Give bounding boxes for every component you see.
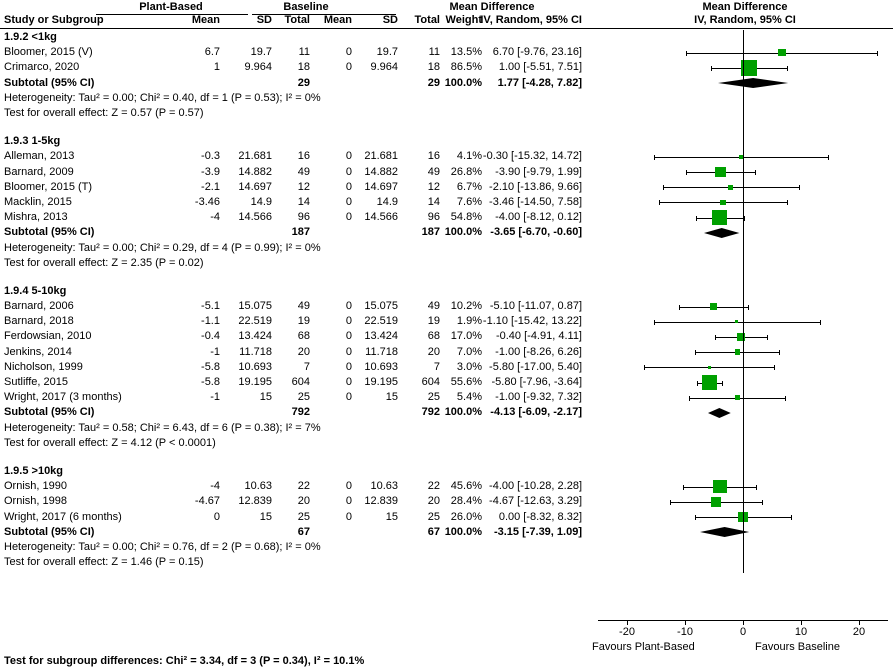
cell-mean1: -4.67	[194, 495, 220, 508]
ci-cap	[696, 216, 697, 221]
col-weight: Weight	[445, 14, 482, 26]
cell-total2: 14	[427, 195, 440, 208]
subtotal-row: Subtotal (95% CI)	[4, 406, 95, 419]
header-group-mean-difference-plot: Mean Difference	[702, 1, 788, 13]
cell-sd2: 22.519	[364, 315, 398, 328]
cell-total1: 20	[297, 495, 310, 508]
axis-tick-label: 10	[794, 626, 808, 638]
cell-sd1: 10.693	[238, 360, 272, 373]
effect-marker	[720, 200, 726, 206]
subgroup-heading: 1.9.2 <1kg	[4, 31, 57, 43]
cell-sd1: 19.195	[238, 376, 272, 389]
table-row: Crimarco, 2020	[4, 61, 80, 74]
cell-sd1: 14.882	[238, 165, 272, 178]
axis-tick	[743, 620, 744, 625]
ci-cap	[683, 485, 684, 490]
cell-mean2: 0	[345, 315, 352, 328]
ci-cap	[791, 515, 792, 520]
col-mean-2: Mean	[323, 14, 352, 26]
cell-mean2: 0	[345, 165, 352, 178]
cell-md_text: -1.00 [-9.32, 7.32]	[495, 391, 582, 404]
cell-total2: 7	[433, 360, 440, 373]
cell-md_text: -4.67 [-12.63, 3.29]	[489, 495, 582, 508]
cell-mean2: 0	[345, 391, 352, 404]
heterogeneity-line: Heterogeneity: Tau² = 0.58; Chi² = 6.43, df = 6 (P = 0.38); I² = 7%	[4, 421, 321, 434]
table-row: Mishra, 2013	[4, 211, 68, 224]
cell-mean1: -0.4	[201, 330, 220, 343]
subtotal-weight: 100.0%	[444, 76, 482, 89]
col-total-2: Total	[414, 14, 440, 26]
cell-sd1: 14.697	[238, 180, 272, 193]
table-row: Barnard, 2018	[4, 315, 74, 328]
ci-cap	[779, 350, 780, 355]
cell-sd1: 13.424	[238, 330, 272, 343]
subtotal-total1: 187	[291, 226, 310, 239]
axis-tick	[685, 620, 686, 625]
cell-total2: 49	[427, 300, 440, 313]
cell-total1: 25	[297, 510, 310, 523]
table-row: Bloomer, 2015 (V)	[4, 46, 93, 59]
col-sd-1: SD	[256, 14, 272, 26]
subtotal-total1: 67	[297, 525, 310, 538]
subtotal-total2: 67	[427, 525, 440, 538]
table-row: Ornish, 1990	[4, 480, 67, 493]
overall-effect-line: Test for overall effect: Z = 2.35 (P = 0.02)	[4, 256, 204, 269]
cell-md_text: -0.40 [-4.91, 4.11]	[495, 330, 582, 343]
cell-total1: 68	[297, 330, 310, 343]
cell-total1: 22	[297, 480, 310, 493]
cell-mean1: -1	[210, 391, 220, 404]
cell-total1: 14	[297, 195, 310, 208]
cell-weight: 10.2%	[450, 300, 482, 313]
forest-plot-area	[590, 30, 893, 653]
ci-cap	[679, 305, 680, 310]
table-row: Alleman, 2013	[4, 150, 75, 163]
effect-marker	[735, 320, 738, 323]
ci-cap	[774, 365, 775, 370]
cell-sd2: 14.566	[364, 211, 398, 224]
ci-cap	[787, 200, 788, 205]
cell-sd1: 9.964	[244, 61, 272, 74]
ci-cap	[756, 485, 757, 490]
axis-tick	[859, 620, 860, 625]
ci-cap	[877, 51, 878, 56]
axis-label-right: Favours Baseline	[755, 641, 840, 653]
cell-md_text: -5.80 [-17.00, 5.40]	[489, 360, 582, 373]
ci-cap	[686, 51, 687, 56]
cell-mean2: 0	[345, 360, 352, 373]
cell-weight: 17.0%	[450, 330, 482, 343]
cell-mean2: 0	[345, 376, 352, 389]
cell-mean1: 1	[213, 61, 220, 74]
table-row: Nicholson, 1999	[4, 360, 83, 373]
cell-md_text: 0.00 [-8.32, 8.32]	[498, 510, 582, 523]
axis-tick-label: -10	[677, 626, 693, 638]
cell-mean1: -3.9	[201, 165, 220, 178]
subtotal-total1: 29	[297, 76, 310, 89]
cell-md_text: -3.90 [-9.79, 1.99]	[495, 165, 582, 178]
table-row: Sutliffe, 2015	[4, 376, 69, 389]
axis-tick	[801, 620, 802, 625]
cell-mean1: -4	[210, 211, 220, 224]
ci-cap	[762, 500, 763, 505]
cell-mean1: -4	[210, 480, 220, 493]
cell-weight: 4.1%	[456, 150, 482, 163]
cell-md_text: -2.10 [-13.86, 9.66]	[489, 180, 582, 193]
col-mean-1: Mean	[191, 14, 220, 26]
cell-total2: 12	[427, 180, 440, 193]
cell-total2: 96	[427, 211, 440, 224]
cell-total1: 604	[291, 376, 310, 389]
cell-sd1: 19.7	[250, 46, 272, 59]
null-effect-line	[743, 30, 744, 573]
cell-md_text: -4.00 [-8.12, 0.12]	[495, 211, 582, 224]
cell-weight: 3.0%	[456, 360, 482, 373]
cell-weight: 7.6%	[456, 195, 482, 208]
col-study: Study or Subgroup	[4, 14, 104, 26]
heterogeneity-line: Heterogeneity: Tau² = 0.00; Chi² = 0.76, df = 2 (P = 0.68); I² = 0%	[4, 540, 321, 553]
cell-weight: 1.9%	[456, 315, 482, 328]
cell-mean1: 6.7	[204, 46, 220, 59]
effect-marker	[713, 480, 727, 494]
ci-cap	[663, 185, 664, 190]
col-md-ci-plot: IV, Random, 95% CI	[694, 14, 796, 26]
ci-cap	[644, 365, 645, 370]
header-group-plant-based: Plant-Based	[139, 1, 203, 13]
cell-weight: 7.0%	[456, 345, 482, 358]
cell-sd2: 14.697	[364, 180, 398, 193]
overall-effect-line: Test for overall effect: Z = 4.12 (P < 0.0001)	[4, 436, 216, 449]
effect-marker	[735, 395, 740, 400]
subtotal-total2: 187	[421, 226, 440, 239]
col-total-1: Total	[284, 14, 310, 26]
cell-total1: 12	[297, 180, 310, 193]
effect-marker	[708, 366, 711, 369]
cell-weight: 26.0%	[450, 510, 482, 523]
cell-md_text: -0.30 [-15.32, 14.72]	[482, 150, 582, 163]
cell-mean1: -5.8	[201, 360, 220, 373]
subtotal-total1: 792	[291, 406, 310, 419]
col-sd-2: SD	[382, 14, 398, 26]
ci-cap	[755, 170, 756, 175]
ci-cap	[697, 381, 698, 386]
cell-weight: 28.4%	[450, 495, 482, 508]
effect-marker	[728, 185, 733, 190]
cell-mean2: 0	[345, 211, 352, 224]
summary-diamond	[717, 77, 789, 89]
cell-total2: 68	[427, 330, 440, 343]
table-row: Wright, 2017 (6 months)	[4, 510, 122, 523]
cell-mean2: 0	[345, 300, 352, 313]
ci-cap	[767, 335, 768, 340]
cell-weight: 13.5%	[450, 46, 482, 59]
cell-total1: 18	[297, 61, 310, 74]
cell-sd2: 12.839	[364, 495, 398, 508]
effect-marker	[712, 210, 727, 225]
overall-effect-line: Test for overall effect: Z = 0.57 (P = 0.57)	[4, 107, 204, 119]
cell-md_text: -3.46 [-14.50, 7.58]	[489, 195, 582, 208]
heterogeneity-line: Heterogeneity: Tau² = 0.00; Chi² = 0.40, df = 1 (P = 0.53); I² = 0%	[4, 91, 321, 104]
cell-total2: 22	[427, 480, 440, 493]
table-row: Barnard, 2009	[4, 165, 74, 178]
cell-sd2: 15.075	[364, 300, 398, 313]
subgroup-heading: 1.9.4 5-10kg	[4, 284, 67, 297]
cell-total1: 7	[303, 360, 310, 373]
effect-marker	[778, 49, 785, 56]
ci-cap	[787, 66, 788, 71]
summary-diamond	[707, 407, 732, 419]
cell-sd1: 21.681	[238, 150, 272, 163]
cell-total1: 16	[297, 150, 310, 163]
cell-sd2: 14.9	[376, 195, 398, 208]
subtotal-row: Subtotal (95% CI)	[4, 226, 95, 239]
cell-total1: 96	[297, 211, 310, 224]
cell-sd1: 12.839	[238, 495, 272, 508]
ci-cap	[670, 500, 671, 505]
cell-weight: 6.7%	[456, 180, 482, 193]
table-row: Ornish, 1998	[4, 495, 67, 508]
cell-mean1: 0	[213, 510, 220, 523]
cell-mean2: 0	[345, 330, 352, 343]
ci-cap	[686, 170, 687, 175]
subtotal-weight: 100.0%	[444, 226, 482, 239]
effect-marker	[702, 375, 717, 390]
cell-mean1: -5.1	[201, 300, 220, 313]
subtotal-row: Subtotal (95% CI)	[4, 76, 95, 89]
effect-marker	[711, 497, 722, 508]
cell-mean2: 0	[345, 150, 352, 163]
header-divider	[0, 28, 893, 29]
axis-tick-label: 0	[739, 626, 747, 638]
ci-cap	[689, 396, 690, 401]
ci-cap	[654, 155, 655, 160]
cell-total1: 49	[297, 300, 310, 313]
cell-mean2: 0	[345, 480, 352, 493]
cell-mean2: 0	[345, 510, 352, 523]
effect-marker	[715, 167, 725, 177]
subtotal-md_text: -3.15 [-7.39, 1.09]	[493, 525, 582, 538]
cell-total2: 11	[428, 46, 440, 59]
ci-cap	[715, 335, 716, 340]
cell-weight: 26.8%	[450, 165, 482, 178]
cell-sd2: 13.424	[364, 330, 398, 343]
cell-total2: 20	[427, 345, 440, 358]
cell-weight: 55.6%	[450, 376, 482, 389]
cell-md_text: -5.80 [-7.96, -3.64]	[491, 376, 582, 389]
cell-sd1: 15	[259, 510, 272, 523]
table-row: Macklin, 2015	[4, 195, 72, 208]
cell-sd2: 15	[385, 510, 398, 523]
cell-sd2: 19.195	[364, 376, 398, 389]
cell-md_text: -1.00 [-8.26, 6.26]	[495, 345, 582, 358]
cell-weight: 45.6%	[450, 480, 482, 493]
cell-sd1: 14.9	[250, 195, 272, 208]
overall-effect-line: Test for overall effect: Z = 1.46 (P = 0.15)	[4, 556, 204, 569]
ci-cap	[799, 185, 800, 190]
cell-sd1: 22.519	[238, 315, 272, 328]
cell-md_text: -4.00 [-10.28, 2.28]	[489, 480, 582, 493]
cell-total2: 25	[427, 391, 440, 404]
cell-mean1: -3.46	[194, 195, 220, 208]
subtotal-md_text: 1.77 [-4.28, 7.82]	[497, 76, 582, 89]
cell-sd2: 10.63	[370, 480, 398, 493]
header-group-mean-difference: Mean Difference	[449, 1, 535, 13]
cell-sd2: 10.693	[364, 360, 398, 373]
cell-md_text: 1.00 [-5.51, 7.51]	[498, 61, 582, 74]
cell-total2: 18	[427, 61, 440, 74]
subtotal-weight: 100.0%	[444, 525, 482, 538]
cell-total1: 25	[297, 391, 310, 404]
cell-total1: 11	[298, 46, 310, 59]
header-group-baseline: Baseline	[283, 1, 329, 13]
subgroup-heading: 1.9.5 >10kg	[4, 464, 64, 477]
cell-mean2: 0	[345, 195, 352, 208]
heterogeneity-line: Heterogeneity: Tau² = 0.00; Chi² = 0.29, df = 4 (P = 0.99); I² = 0%	[4, 241, 321, 254]
cell-sd2: 11.718	[365, 345, 398, 358]
col-md-ci: IV, Random, 95% CI	[480, 14, 582, 26]
cell-mean2: 0	[345, 180, 352, 193]
cell-sd1: 11.718	[239, 345, 272, 358]
cell-total1: 20	[297, 345, 310, 358]
table-row: Ferdowsian, 2010	[4, 330, 92, 343]
subtotal-weight: 100.0%	[444, 406, 482, 419]
cell-total2: 20	[427, 495, 440, 508]
cell-total1: 19	[297, 315, 310, 328]
cell-sd2: 21.681	[364, 150, 398, 163]
cell-sd1: 14.566	[238, 211, 272, 224]
cell-sd2: 15	[385, 391, 398, 404]
cell-mean1: -5.8	[201, 376, 220, 389]
cell-total2: 19	[427, 315, 440, 328]
cell-mean2: 0	[345, 61, 352, 74]
ci-cap	[659, 200, 660, 205]
cell-total2: 16	[427, 150, 440, 163]
cell-sd1: 15	[259, 391, 272, 404]
cell-total1: 49	[297, 165, 310, 178]
table-row: Jenkins, 2014	[4, 345, 72, 358]
summary-diamond	[703, 227, 740, 239]
axis-tick	[627, 620, 628, 625]
cell-mean2: 0	[345, 345, 352, 358]
ci-cap	[695, 350, 696, 355]
subtotal-md_text: -4.13 [-6.09, -2.17]	[490, 406, 582, 419]
table-row: Barnard, 2006	[4, 300, 74, 313]
table-header	[0, 0, 893, 30]
cell-mean2: 0	[345, 495, 352, 508]
ci-cap	[695, 515, 696, 520]
cell-sd2: 19.7	[376, 46, 398, 59]
cell-total2: 49	[427, 165, 440, 178]
cell-total2: 604	[421, 376, 440, 389]
ci-cap	[711, 66, 712, 71]
cell-sd2: 14.882	[364, 165, 398, 178]
subtotal-md_text: -3.65 [-6.70, -0.60]	[490, 226, 582, 239]
cell-mean2: 0	[345, 46, 352, 59]
table-row: Wright, 2017 (3 months)	[4, 391, 122, 404]
cell-mean1: -1.1	[201, 315, 220, 328]
subtotal-row: Subtotal (95% CI)	[4, 525, 95, 538]
ci-cap	[654, 320, 655, 325]
cell-sd1: 15.075	[238, 300, 272, 313]
subgroup-differences-test: Test for subgroup differences: Chi² = 3.34, df = 3 (P = 0.34), I² = 10.1%	[4, 655, 365, 667]
ci-cap	[785, 396, 786, 401]
cell-sd2: 9.964	[370, 61, 398, 74]
subtotal-total2: 29	[427, 76, 440, 89]
ci-cap	[820, 320, 821, 325]
cell-sd1: 10.63	[244, 480, 272, 493]
cell-weight: 86.5%	[450, 61, 482, 74]
axis-label-left: Favours Plant-Based	[592, 641, 695, 653]
ci-cap	[828, 155, 829, 160]
cell-md_text: -1.10 [-15.42, 13.22]	[482, 315, 582, 328]
ci-cap	[722, 381, 723, 386]
cell-weight: 54.8%	[450, 211, 482, 224]
cell-total2: 25	[427, 510, 440, 523]
subtotal-total2: 792	[421, 406, 440, 419]
cell-md_text: -5.10 [-11.07, 0.87]	[489, 300, 582, 313]
axis-tick-label: 20	[852, 626, 866, 638]
cell-mean1: -2.1	[201, 180, 220, 193]
cell-mean1: -1	[210, 345, 220, 358]
subgroup-heading: 1.9.3 1-5kg	[4, 135, 61, 148]
ci-cap	[748, 305, 749, 310]
cell-md_text: 6.70 [-9.76, 23.16]	[492, 46, 582, 59]
cell-weight: 5.4%	[456, 391, 482, 404]
effect-marker	[735, 349, 740, 354]
table-row: Bloomer, 2015 (T)	[4, 180, 93, 193]
cell-mean1: -0.3	[201, 150, 220, 163]
effect-marker	[710, 303, 716, 309]
axis-tick-label: -20	[619, 626, 635, 638]
